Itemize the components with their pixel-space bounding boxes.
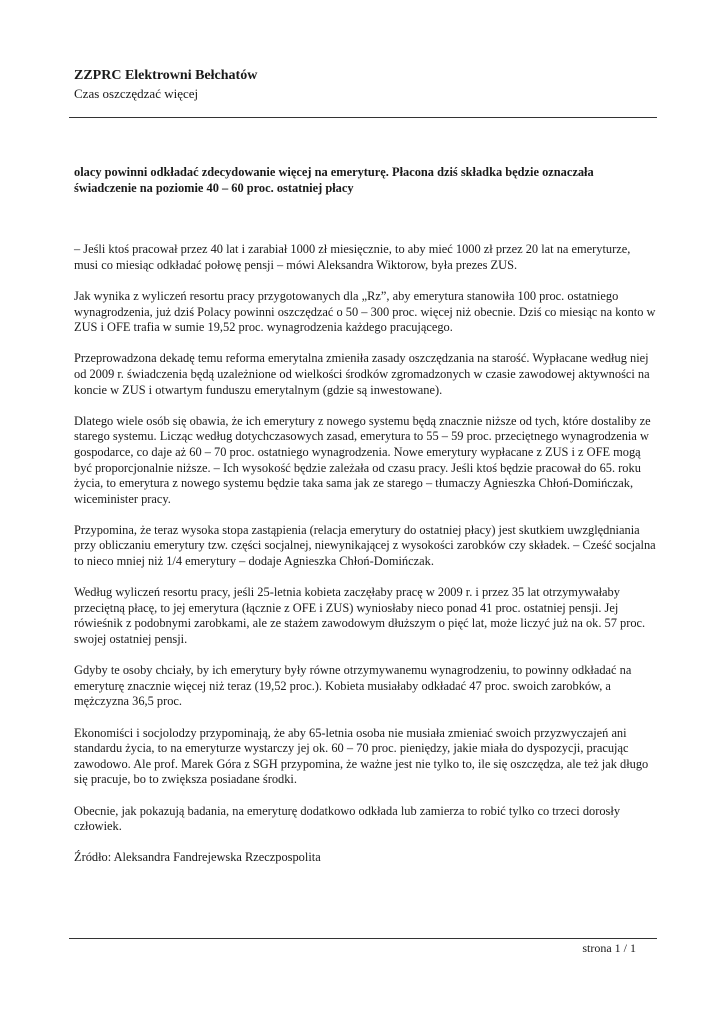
article-paragraph: Jak wynika z wyliczeń resortu pracy przygotowanych dla „Rz”, aby emerytura stanowiła 100 proc. ostatniego wynagrodzenia, już dziś Polacy powinni oszczędzać o 50 – 300 proc. więcej niż obecnie. Dziś co miesiąc na konto w ZUS i OFE trafia w sumie 19,52 proc. wynagrodzenia każdego pracującego. [74,288,656,335]
article-source: Źródło: Aleksandra Fandrejewska Rzeczpospolita [74,850,321,865]
page-number: strona 1 / 1 [582,941,636,955]
article-paragraph: Według wyliczeń resortu pracy, jeśli 25-letnia kobieta zaczęłaby pracę w 2009 r. i przez 35 lat otrzymywałaby przeciętną płacę, to jej emerytura (łącznie z OFE i ZUS) wyniosłaby nieco ponad 41 proc. ostatniej pensji. Jej rówieśnik z podobnymi zarobkami, ale ze stażem zawodowym dłuższym o pięć lat, może liczyć już na ok. 57 proc. swojej ostatniej pensji. [74,585,646,647]
article-paragraph: Ekonomiści i socjolodzy przypominają, że aby 65-letnia osoba nie musiała zmieniać swoich przyzwyczajeń ani standardu życia, to na emeryturze wystarczy jej ok. 60 – 70 proc. pieniędzy, jakie miała do dyspozycji, pracując zawodowo. Ale prof. Marek Góra z SGH przypomina, że ważne jest nie tylko to, ile się oszczędza, ale też jak długo się pracuje, bo to zwiększa posiadane środki. [74,725,649,787]
site-subtitle: Czas oszczędzać więcej [74,86,199,101]
page-header [74,67,654,103]
article-paragraph: Przypomina, że teraz wysoka stopa zastąpienia (relacja emerytury do ostatniej płacy) jest skutkiem uwzględniania przy obliczaniu emerytury tzw. części socjalnej, niewynikającej z wysokości zarobków czy składek. – Cześć socjalna to nieco mniej niż 1/4 emerytury – dodaje Agnieszka Chłoń-Domińczak. [74,522,656,569]
article-lead: olacy powinni odkładać zdecydowanie więcej na emeryturę. Płacona dziś składka będzie oznaczała świadczenie na poziomie 40 – 60 proc. ostatniej płacy [74,165,594,195]
article-paragraph: Obecnie, jak pokazują badania, na emeryturę dodatkowo odkłada lub zamierza to robić tylko co trzeci dorosły człowiek. [74,803,621,834]
site-title: ZZPRC Elektrowni Bełchatów [74,68,258,83]
article-paragraph: Dlatego wiele osób się obawia, że ich emerytury z nowego systemu będą znacznie niższe od tych, które dostaliby ze starego systemu. Licząc według dotychczasowych zasad, emerytura to 55 – 59 proc. przeciętnego wynagrodzenia w gospodarce, co daje aż 60 – 70 proc. ostatniego wynagrodzenia. Nowe emerytury wypłacane z ZUS i z OFE mogą być proporcjonalnie niższe. – Ich wysokość będzie zależała od czasu pracy. Jeśli ktoś będzie pracował do 65. roku życia, to emerytura z nowego systemu będzie taka sama jak ze starego – tłumaczy Agnieszka Chłoń-Domińczak, wiceminister pracy. [74,413,651,506]
article-paragraph: Gdyby te osoby chciały, by ich emerytury były równe otrzymywanemu wynagrodzeniu, to powinny odkładać na emeryturę znacznie więcej niż teraz (19,52 proc.). Kobieta musiałaby odkładać 47 proc. swoich zarobków, a mężczyzna 36,5 proc. [74,663,632,709]
article-paragraph: Przeprowadzona dekadę temu reforma emerytalna zmieniła zasady oszczędzania na starość. Wypłacane według niej od 2009 r. świadczenia będą uzależnione od wielkości środków zgromadzonych w czasie zawodowej aktywności na koncie w ZUS i otwartym funduszu emerytalnym (gdzie są inwestowane). [74,351,650,397]
header-divider [69,117,657,118]
footer-divider [69,938,657,939]
article-body [74,165,656,882]
article-paragraph: – Jeśli ktoś pracował przez 40 lat i zarabiał 1000 zł miesięcznie, to aby mieć 1000 zł przez 20 lat na emeryturze, musi co miesiąc odkładać połowę pensji – mówi Aleksandra Wiktorow, była prezes ZUS. [74,242,631,272]
